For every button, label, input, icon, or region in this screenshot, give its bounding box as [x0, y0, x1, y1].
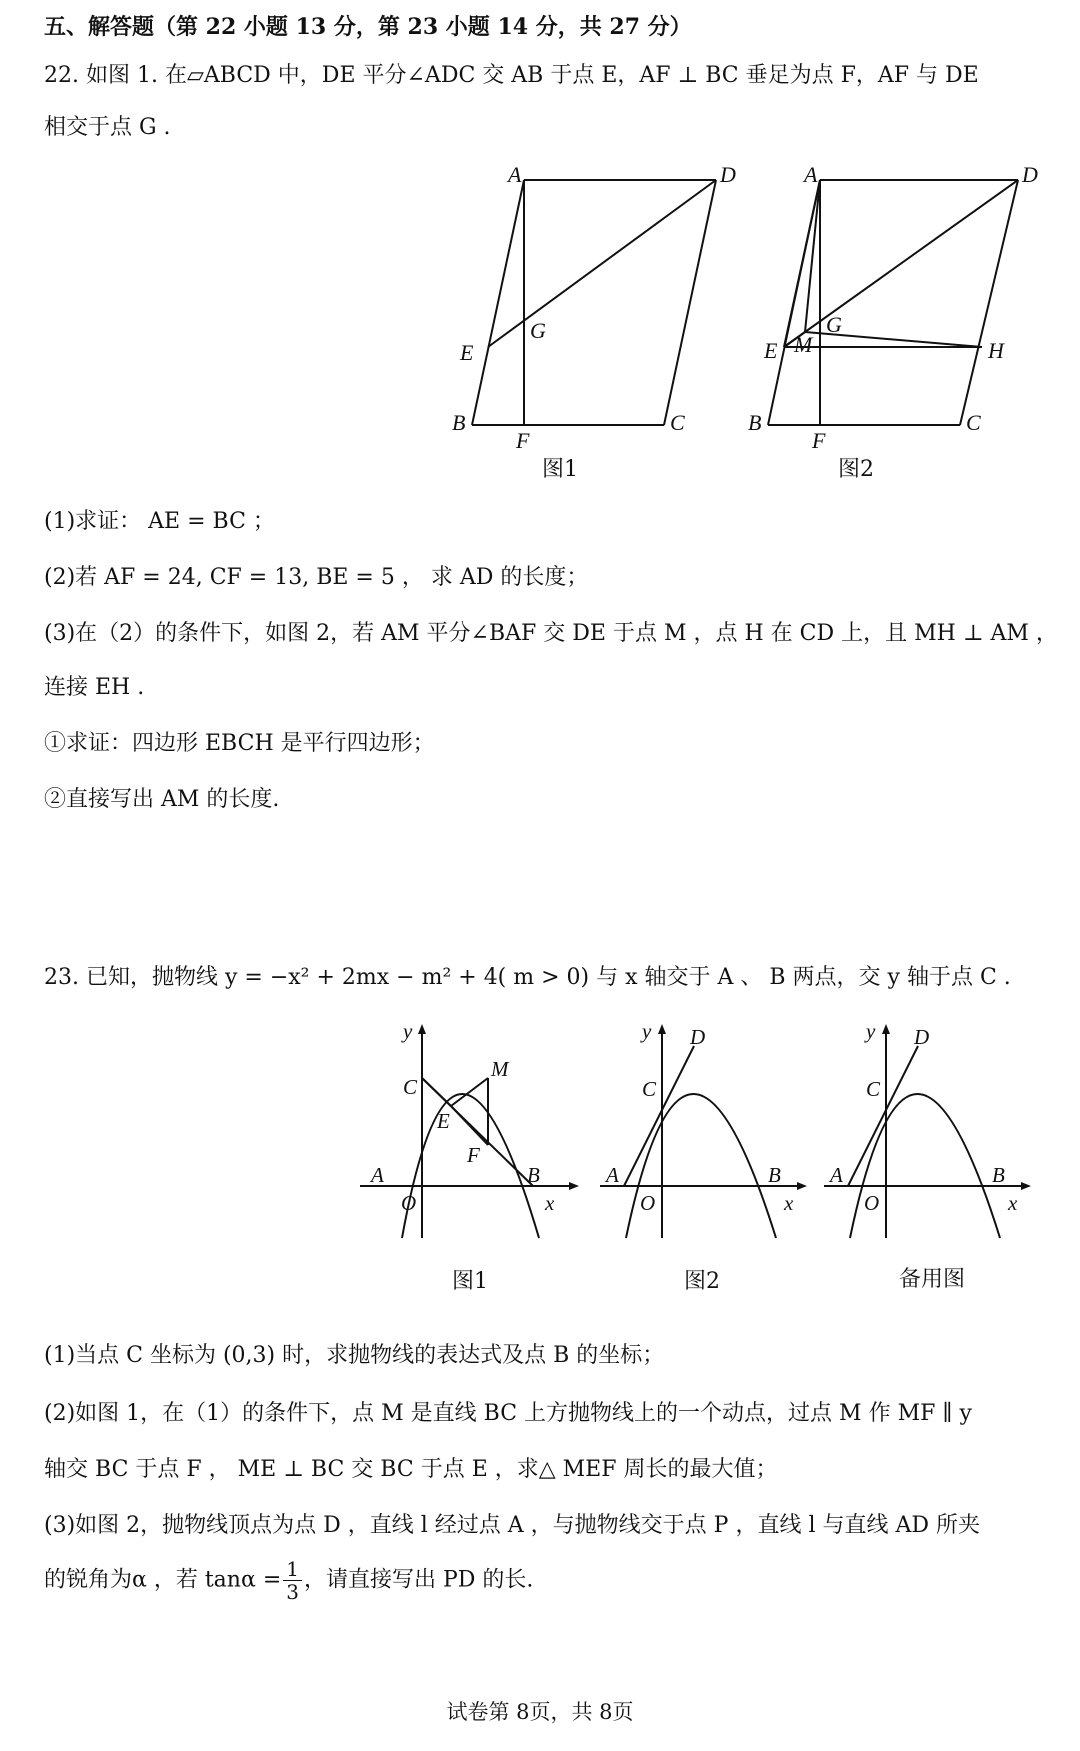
q23-tan-fraction — [283, 1558, 302, 1603]
q23-part3-line1: (3)如图 2，抛物线顶点为点 D ，直线 l 经过点 A ，与抛物线交于点 P ，直线 l 与直线 AD 所夹 — [44, 1513, 981, 1538]
q23-fig2-label-y: y — [642, 1020, 652, 1043]
q23-figure-1 — [355, 1020, 580, 1240]
q22-part2: (2)若 AF = 24, CF = 13, BE = 5 ， 求 AD 的长度； — [44, 565, 589, 590]
q22-fig1-label-F: F — [516, 428, 530, 450]
q23-fig1-label-O: O — [401, 1191, 417, 1215]
section-title: 五、解答题（第 22 小题 13 分，第 23 小题 14 分，共 27 分） — [44, 14, 692, 40]
q23-intro: 23. 已知，抛物线 y = −x² + 2mx − m² + 4( m > 0) 与 x 轴交于 A 、 B 两点，交 y 轴于点 C . — [44, 965, 1011, 990]
q22-fig2-label-E: E — [764, 338, 778, 363]
q23-fig2-label-A: A — [606, 1163, 619, 1187]
q23-part2-line2: 轴交 BC 于点 F ， ME ⊥ BC 交 BC 于点 E ，求△ MEF 周长的最大值； — [44, 1457, 778, 1482]
q22-part3-line2: 连接 EH . — [44, 675, 145, 700]
q23-fig3-label-C: C — [866, 1077, 881, 1101]
q23-part3-line2 — [44, 1558, 533, 1603]
q22-fig2-label-G: G — [826, 312, 842, 337]
q23-fig3-label-x: x — [1008, 1191, 1018, 1215]
q22-fig2-label-C: C — [966, 410, 981, 435]
q22-intro-line2: 相交于点 G . — [44, 115, 171, 140]
q23-fig3-label-O: O — [864, 1191, 880, 1215]
q23-tan-numerator: 1 — [283, 1558, 302, 1581]
q23-figure-2 — [598, 1020, 808, 1240]
q23-fig1-label-B: B — [527, 1163, 540, 1187]
q23-fig3-label-D: D — [914, 1025, 930, 1049]
q22-fig2-label-B: B — [748, 410, 762, 435]
q23-fig2-label-C: C — [642, 1077, 657, 1101]
q22-intro-line1: 22. 如图 1. 在▱ABCD 中，DE 平分∠ADC 交 AB 于点 E，AF ⊥ BC 垂足为点 F，AF 与 DE — [44, 63, 979, 88]
q22-part1: (1)求证： AE = BC ； — [44, 509, 275, 534]
q23-fig3-label-A: A — [830, 1163, 843, 1187]
q23-fig2-label-B: B — [768, 1163, 781, 1187]
q23-fig2-label-x: x — [784, 1191, 794, 1215]
q23-fig2-label-O: O — [640, 1191, 656, 1215]
q22-fig2-label-H: H — [988, 338, 1004, 363]
q23-fig1-label-x: x — [545, 1191, 555, 1215]
q22-part3-sub2: ②直接写出 AM 的长度. — [44, 787, 280, 812]
q23-part2-line1: (2)如图 1，在（1）的条件下，点 M 是直线 BC 上方抛物线上的一个动点，过点 M 作 MF ∥ y — [44, 1401, 972, 1426]
q23-fig1-caption: 图1 — [452, 1269, 488, 1294]
q23-fig1-label-A: A — [371, 1163, 384, 1187]
page-footer: 试卷第 8页，共 8页 — [446, 1700, 634, 1724]
q22-fig2-label-F: F — [812, 428, 826, 450]
q22-figure-2 — [736, 160, 1046, 450]
q23-fig3-caption: 备用图 — [898, 1267, 965, 1292]
q23-fig1-label-F: F — [467, 1143, 480, 1167]
q23-fig1-label-C: C — [403, 1075, 418, 1099]
q22-fig1-label-E: E — [460, 340, 474, 365]
q23-figure-3 — [822, 1020, 1032, 1240]
q23-fig2-caption: 图2 — [684, 1269, 720, 1294]
q23-tan-denominator: 3 — [286, 1580, 299, 1604]
q22-fig1-label-B: B — [452, 410, 466, 435]
q23-fig3-label-B: B — [992, 1163, 1005, 1187]
q23-part3-after: ，请直接写出 PD 的长. — [304, 1567, 534, 1593]
q23-fig2-label-D: D — [690, 1025, 706, 1049]
q22-part3-sub1: ①求证：四边形 EBCH 是平行四边形； — [44, 731, 435, 756]
q22-fig2-label-A: A — [804, 162, 818, 187]
q22-figure-1 — [440, 160, 750, 450]
q22-fig1-label-G: G — [530, 318, 546, 343]
q23-part1: (1)当点 C 坐标为 (0,3) 时，求抛物线的表达式及点 B 的坐标； — [44, 1343, 665, 1368]
q22-fig1-label-A: A — [508, 162, 522, 187]
q22-fig2-label-D: D — [1022, 162, 1038, 187]
q22-fig2-caption: 图2 — [838, 457, 874, 482]
q22-fig2-label-M: M — [794, 332, 813, 357]
q22-fig1-caption: 图1 — [542, 457, 578, 482]
q22-part3-line1: (3)在（2）的条件下，如图 2，若 AM 平分∠BAF 交 DE 于点 M ，点 H 在 CD 上，且 MH ⊥ AM ， — [44, 621, 1058, 646]
q23-fig3-label-y: y — [866, 1020, 876, 1043]
q22-fig1-label-C: C — [670, 410, 685, 435]
q23-part3-before: 的锐角为α ，若 tanα = — [44, 1567, 282, 1593]
q23-fig1-label-E: E — [437, 1109, 450, 1133]
q23-fig1-label-y: y — [403, 1020, 413, 1043]
q22-fig1-label-D: D — [720, 162, 736, 187]
q23-fig1-label-M: M — [491, 1057, 509, 1081]
